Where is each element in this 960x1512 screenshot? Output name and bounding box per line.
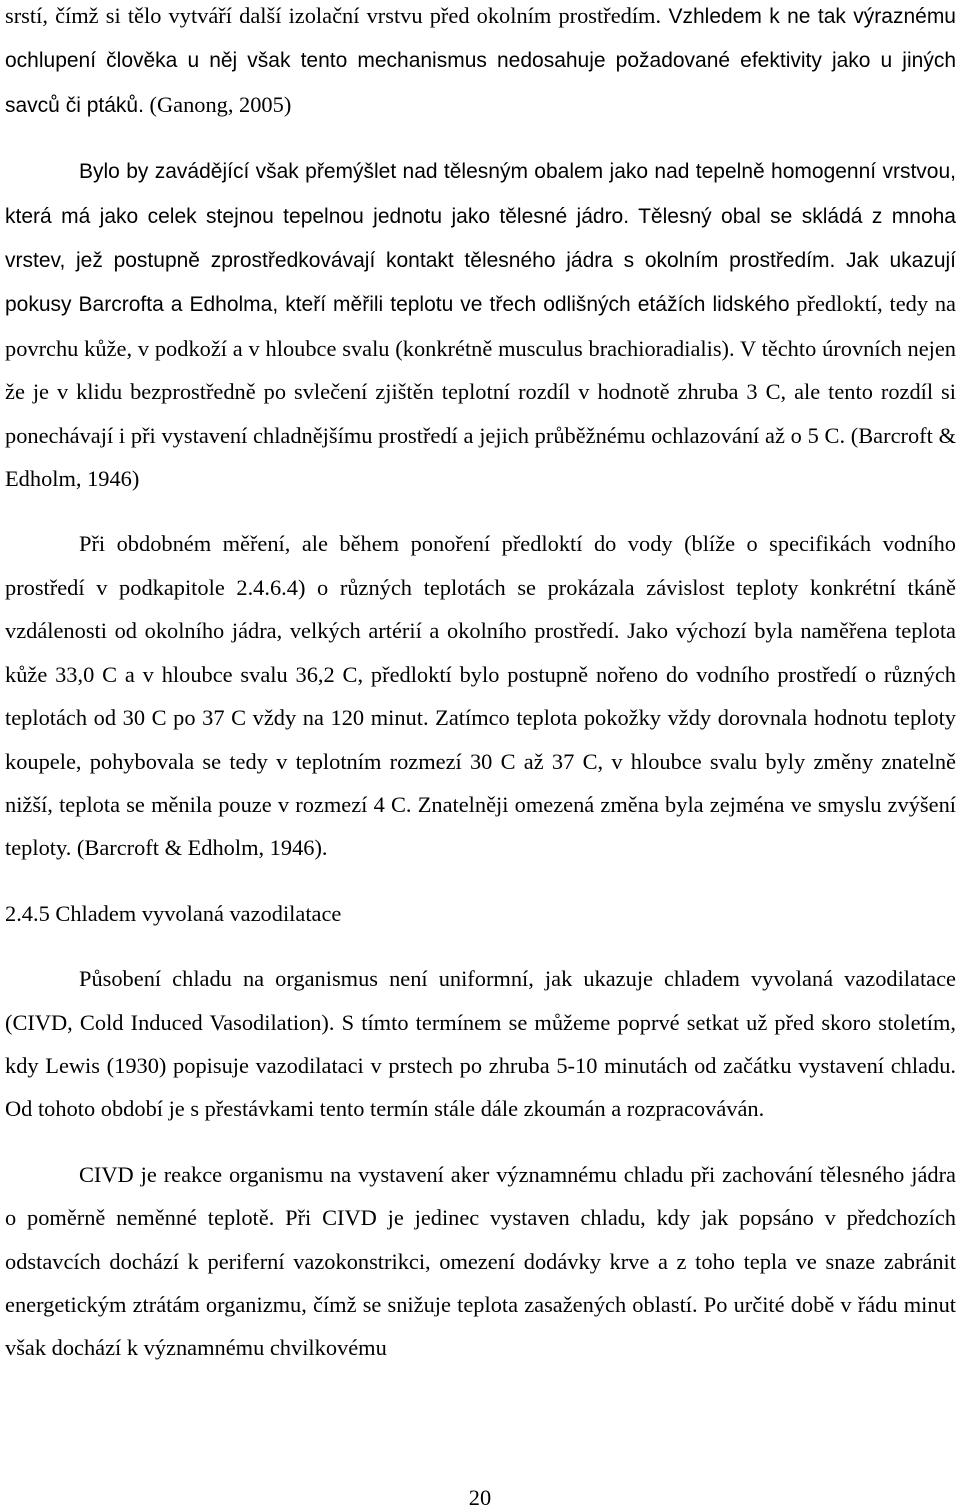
paragraph-intro-part2: Vzhledem k ne tak výraznému ochlupení člověka u něj však tento mechanismus nedosahuje požadované efektivity jako u jiných savců či ptáků. (5, 5, 956, 117)
paragraph-body-layers-part2: předloktí, tedy na povrchu kůže, v podkoží a v hloubce svalu (konkrétně musculus brachioradialis). (5, 291, 956, 361)
paragraph-immersion-measurement: Při obdobném měření, ale během ponoření předloktí do vody (blíže o specifikách vodního prostředí v podkapitole 2.4.6.4) o různých teplotách se prokázala závislost teploty konkrétní tkáně vzdálenosti od okolního jádra, velkých artérií a okolního prostředí. Jako výchozí byla naměřena teplota kůže 33,0 C a v hloubce svalu 36,2 C, předloktí bylo postupně nořeno do vodního prostředí o různých teplotách od 30 C po 37 C vždy na 120 minut. Zatímco teplota pokožky vždy dorovnala hodnotu teploty koupele, pohybovala se tedy v teplotním rozmezí 30 C až 37 C, v hloubce svalu byly změny znatelně nižší, teplota se měnila pouze v rozmezí 4 C. Znatelněji omezená změna byla zejména ve smyslu zvýšení teploty. (Barcroft & Edholm, 1946). (5, 531, 956, 861)
citation-ganong: (Ganong, 2005) (143, 91, 292, 117)
paragraph-body-layers-part1: Bylo by zavádějící však přemýšlet nad tělesným obalem jako nad tepelně homogenní vrstvou, která má jako celek stejnou tepelnou jednotu jako tělesné jádro. Tělesný obal se skládá z mnoha vrstev, jež postupně zprostředkovávají kontakt tělesného jádra s okolním prostředím. Jak ukazují pokusy Barcrofta a Edholma, kteří měřili teplotu ve třech odlišných etážích lidského (5, 160, 956, 317)
paragraph-body-layers (5, 149, 956, 500)
page-number: 20 (468, 1485, 492, 1510)
paragraph-intro-part1: srstí, čímž si tělo vytváří další izolační vrstvu před okolním prostředím. (5, 3, 662, 28)
paragraph-intro (5, 0, 956, 127)
paragraph-body-layers-part3: V těchto úrovních nejen že je v klidu bezprostředně po svlečení zjištěn teplotní rozdíl v hodnotě zhruba 3 C, ale tento rozdíl si ponechávají i při vystavení chladnějšímu prostředí a jejich průběžnému ochlazování až o 5 C. (Barcroft & Edholm, 1946) (5, 335, 956, 492)
document-page (5, 0, 956, 1370)
paragraph-civd-reaction: CIVD je reakce organismu na vystavení aker významnému chladu při zachování tělesného jádra o poměrně neměnné teplotě. Při CIVD je jedinec vystaven chladu, kdy jak popsáno v předchozích odstavcích dochází k periferní vazokonstrikci, omezení dodávky krve a z toho tepla ve snaze zabránit energetickým ztrátám organizmu, čímž se snižuje teplota zasažených oblastí. Po určité době v řádu minut však dochází k významnému chvilkovému (5, 1161, 956, 1361)
paragraph-civd-intro: Působení chladu na organismus není uniformní, jak ukazuje chladem vyvolaná vazodilatace (CIVD, Cold Induced Vasodilation). S tímto termínem se můžeme poprvé setkat už před skoro stoletím, kdy Lewis (1930) popisuje vazodilataci v prstech po zhruba 5-10 minutách od začátku vystavení chladu. Od tohoto období je s přestávkami tento termín stále dále zkoumán a rozpracováván. (5, 966, 956, 1122)
section-heading: 2.4.5 Chladem vyvolaná vazodilatace (5, 900, 342, 926)
